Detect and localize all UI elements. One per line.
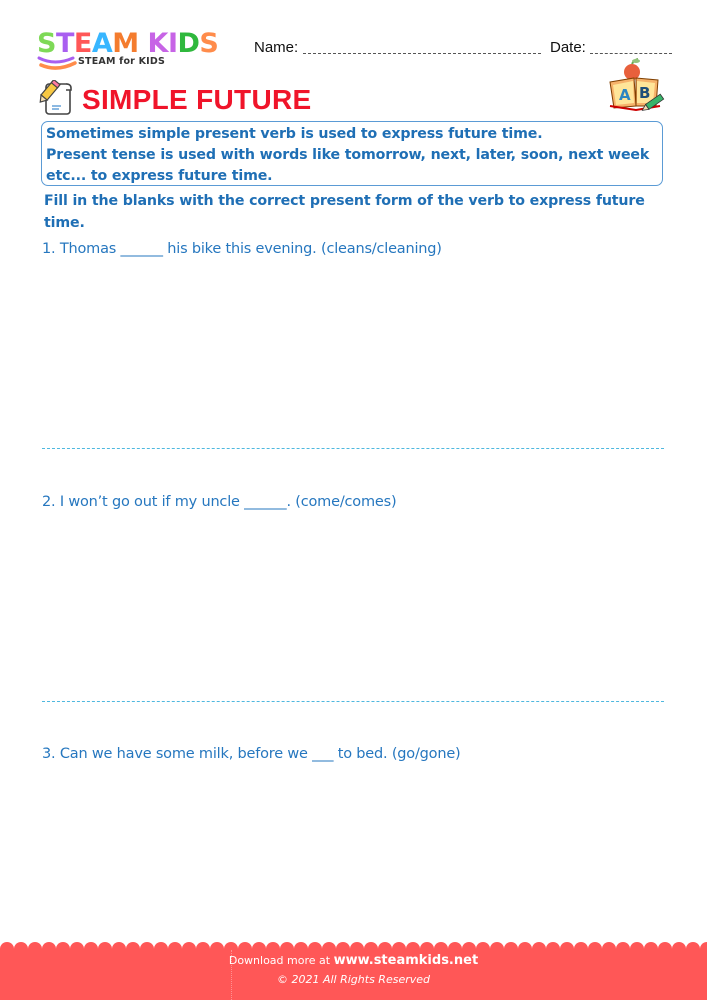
info-box — [41, 121, 663, 186]
separator-line — [42, 448, 664, 449]
svg-text:A: A — [619, 86, 631, 104]
logo-letter: M — [112, 28, 139, 59]
footer-download — [0, 953, 707, 968]
logo-swoosh-icon — [37, 54, 79, 72]
apple-book-pencil-icon — [606, 58, 668, 114]
instruction-text: Fill in the blanks with the correct present form of the verb to express future time. — [44, 193, 645, 231]
steam-kids-logo — [37, 30, 237, 72]
separator-line — [42, 701, 664, 702]
download-prefix: Download more at — [228, 954, 331, 967]
name-field[interactable] — [303, 53, 541, 54]
question-3: 3. Can we have some milk, before we ___ to bed. (go/gone) — [42, 746, 461, 762]
logo-letter: S — [37, 28, 56, 59]
logo-letter: E — [73, 28, 92, 59]
date-field[interactable] — [590, 53, 672, 54]
info-line: Present tense is used with words like tomorrow, next, later, soon, next week — [46, 147, 650, 163]
logo-letter — [139, 28, 148, 59]
logo-letter: T — [55, 28, 74, 59]
footer-copyright: © 2021 All Rights Reserved — [276, 973, 430, 986]
footer-url-link[interactable]: www.steamkids.net — [333, 953, 479, 968]
footer-banner — [0, 941, 707, 1000]
logo-letter: I — [167, 28, 178, 59]
svg-text:B: B — [639, 84, 651, 102]
name-label: Name: — [254, 39, 299, 56]
logo-letter: A — [91, 28, 113, 59]
name-date-fields — [254, 38, 684, 60]
logo-letter: D — [177, 28, 200, 59]
date-label: Date: — [550, 39, 586, 56]
logo-letter: S — [199, 28, 219, 59]
question-1: 1. Thomas ______ his bike this evening. (cleans/cleaning) — [42, 241, 442, 257]
logo-letter: K — [147, 28, 168, 59]
pencil-paper-icon — [37, 80, 75, 116]
info-line: Sometimes simple present verb is used to express future time. — [46, 126, 543, 142]
logo-tagline: STEAM for KIDS — [78, 56, 166, 67]
question-2: 2. I won’t go out if my uncle ______. (come/comes) — [42, 494, 397, 510]
info-line: etc... to express future time. — [46, 168, 273, 184]
worksheet-title: SIMPLE FUTURE — [82, 84, 312, 115]
